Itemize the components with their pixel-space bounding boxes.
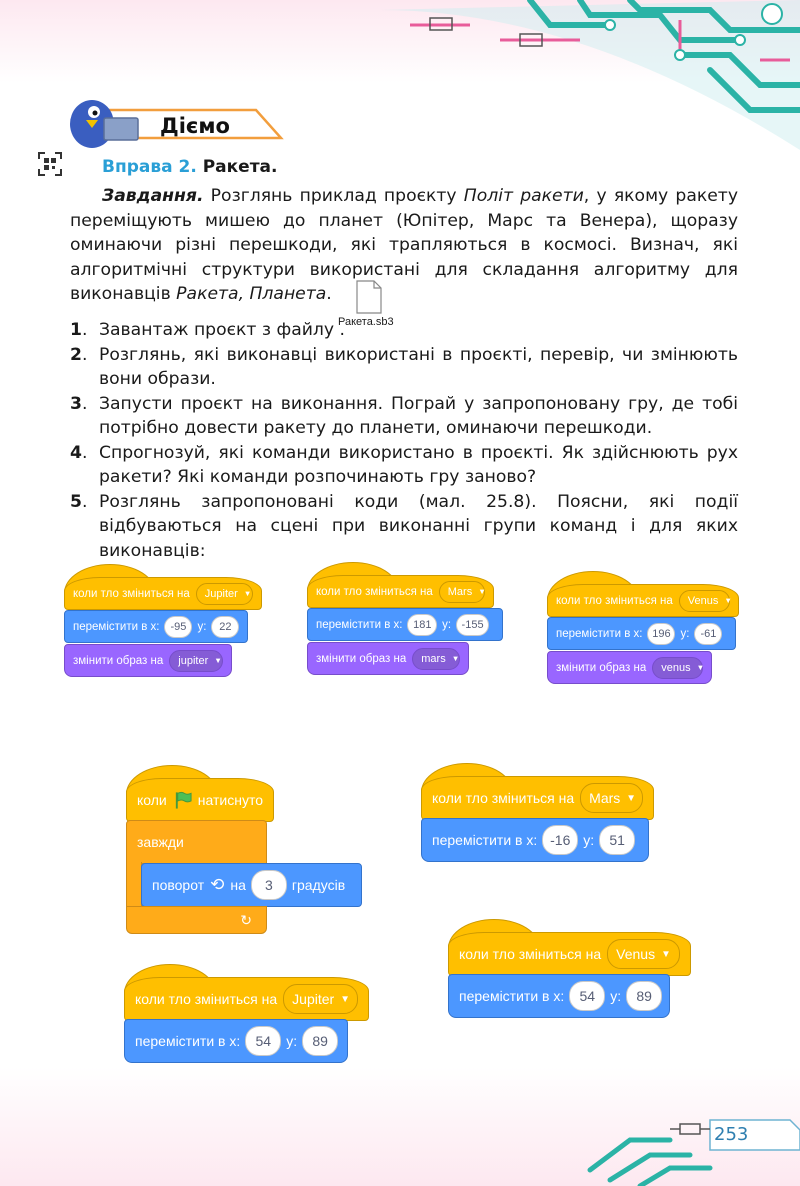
goto-xy-block[interactable]	[64, 610, 248, 643]
block-label: натиснуто	[197, 792, 263, 808]
dropdown-caret-icon: ▼	[340, 993, 350, 1005]
goto-xy-block[interactable]	[124, 1019, 348, 1063]
costume-dropdown[interactable]: jupiter ▼	[169, 650, 223, 672]
step-number: 2.	[70, 344, 88, 365]
block-label: коли	[137, 792, 167, 808]
block-label: змінити образ на	[556, 661, 647, 674]
circuit-decoration-top	[380, 0, 800, 150]
block-label: перемістити в x:	[459, 988, 565, 1004]
block-label: градусів	[291, 877, 346, 893]
switch-costume-block[interactable]	[64, 644, 232, 677]
forever-block[interactable]	[126, 820, 267, 864]
dropdown-caret-icon: ▼	[478, 587, 486, 596]
green-flag-icon	[173, 790, 192, 810]
goto-xy-block[interactable]	[421, 818, 649, 862]
task-text-3: .	[326, 284, 332, 304]
goto-xy-block[interactable]	[307, 608, 503, 641]
step-number: 1.	[70, 320, 88, 340]
task-text-2: , у якому ракету переміщують мишею до планет (Юпітер, Марс та Венера), щоразу оминаючи різні перешкоди, які трапляються в космосі. Визнач, які алгоритмічні структури використані для складання алгоритму для виконавців	[70, 186, 738, 304]
block-label: y:	[442, 618, 452, 631]
step-item	[70, 343, 738, 392]
step-text: Завантаж проєкт з файлу .	[99, 320, 345, 340]
backdrop-dropdown[interactable]: Mars ▼	[580, 783, 643, 813]
when-flag-clicked-block[interactable]	[126, 778, 274, 822]
backdrop-dropdown[interactable]: Mars ▼	[439, 581, 485, 603]
block-label: коли тло зміниться на	[316, 585, 433, 598]
step-text: Спрогнозуй, які команди використано в проєкті. Як здійснюють рух ракети? Які команди розпочинають гру заново?	[99, 442, 738, 487]
task-text-1: Розглянь приклад проєкту	[203, 186, 464, 206]
step-text: Запусти проєкт на виконання. Пограй у запропоновану гру, де тобі потрібно довести ракету до планети, оминаючи перешкоди.	[99, 393, 738, 438]
step-text: Розглянь, які виконавці використані в проєкті, перевір, чи змінюють вони образи.	[99, 344, 738, 389]
backdrop-dropdown[interactable]: Jupiter ▼	[196, 583, 253, 605]
step-number: 4.	[70, 442, 88, 463]
when-backdrop-switches-block[interactable]	[64, 577, 262, 610]
y-input[interactable]: 89	[302, 1026, 338, 1056]
step-item	[70, 490, 738, 564]
file-link[interactable]: Ракета.sb3	[338, 316, 394, 328]
block-label: перемістити в x:	[316, 618, 403, 631]
block-label: змінити образ на	[73, 654, 164, 667]
x-input[interactable]: 196	[647, 623, 675, 645]
x-input[interactable]: 181	[407, 614, 437, 636]
block-label: на	[230, 877, 246, 893]
x-input[interactable]: 54	[569, 981, 605, 1011]
turn-left-icon: ⟲	[210, 875, 225, 894]
task-lead: Завдання.	[102, 186, 204, 206]
x-input[interactable]: 54	[245, 1026, 281, 1056]
when-backdrop-switches-block[interactable]	[307, 575, 494, 608]
when-backdrop-switches-block[interactable]	[124, 977, 369, 1021]
block-label: коли тло зміниться на	[135, 991, 278, 1007]
block-label: коли тло зміниться на	[556, 594, 673, 607]
block-label: y:	[680, 627, 690, 640]
forever-block-bottom	[126, 906, 267, 934]
goto-xy-block[interactable]	[547, 617, 736, 650]
block-label: y:	[610, 988, 622, 1004]
y-input[interactable]: 89	[626, 981, 662, 1011]
y-input[interactable]: 51	[599, 825, 635, 855]
block-label: y:	[197, 620, 207, 633]
block-label: перемістити в x:	[556, 627, 643, 640]
turn-block[interactable]	[141, 863, 362, 907]
y-input[interactable]: -155	[456, 614, 489, 636]
dropdown-caret-icon: ▼	[214, 656, 222, 665]
block-label: коли тло зміниться на	[73, 587, 190, 600]
backdrop-dropdown[interactable]: Jupiter ▼	[283, 984, 358, 1014]
actors-name: Ракета, Планета	[176, 284, 327, 304]
step-number: 3.	[70, 393, 88, 414]
file-icon[interactable]	[356, 280, 382, 314]
exercise-number: Вправа 2.	[102, 157, 197, 177]
block-label: коли тло зміниться на	[432, 790, 575, 806]
when-backdrop-switches-block[interactable]	[448, 932, 691, 976]
block-label: перемістити в x:	[432, 832, 538, 848]
step-number: 5.	[70, 491, 88, 512]
step-item	[70, 392, 738, 441]
circuit-decoration-bottom	[570, 1100, 800, 1186]
step-item	[70, 441, 738, 490]
block-label: перемістити в x:	[135, 1033, 241, 1049]
when-backdrop-switches-block[interactable]	[547, 584, 739, 617]
block-label: змінити образ на	[316, 652, 407, 665]
dropdown-caret-icon: ▼	[243, 589, 252, 598]
dropdown-caret-icon: ▼	[724, 596, 732, 605]
x-input[interactable]: -95	[164, 616, 192, 638]
block-label: перемістити в x:	[73, 620, 160, 633]
steps-list	[70, 318, 738, 563]
exercise-title	[102, 157, 278, 177]
goto-xy-block[interactable]	[448, 974, 670, 1018]
costume-dropdown[interactable]: venus ▼	[652, 657, 703, 679]
dropdown-caret-icon: ▼	[451, 654, 460, 663]
block-label: поворот	[152, 877, 205, 893]
step-text: Розглянь запропоновані коди (мал. 25.8). Поясни, які події відбуваються на сцені при виконанні групи команд і для яких виконавців:	[99, 491, 738, 561]
switch-costume-block[interactable]	[547, 651, 712, 684]
dropdown-caret-icon: ▼	[696, 663, 705, 672]
backdrop-dropdown[interactable]: Venus ▼	[607, 939, 680, 969]
task-paragraph	[70, 184, 738, 307]
exercise-name: Ракета.	[202, 157, 278, 177]
backdrop-dropdown[interactable]: Venus ▼	[679, 590, 730, 612]
qr-code-icon[interactable]	[38, 152, 62, 176]
switch-costume-block[interactable]	[307, 642, 469, 675]
block-label: завжди	[137, 834, 184, 850]
degrees-input[interactable]: 3	[251, 870, 287, 900]
x-input[interactable]: -16	[542, 825, 578, 855]
y-input[interactable]: 22	[211, 616, 239, 638]
costume-dropdown[interactable]: mars ▼	[412, 648, 460, 670]
loop-arrow-icon: ↻	[240, 911, 252, 928]
forever-block-arm	[126, 862, 142, 908]
page-number: 253	[714, 1124, 749, 1145]
when-backdrop-switches-block[interactable]	[421, 776, 654, 820]
block-label: коли тло зміниться на	[459, 946, 602, 962]
block-label: y:	[583, 832, 595, 848]
y-input[interactable]: -61	[694, 623, 722, 645]
dropdown-caret-icon: ▼	[661, 948, 671, 960]
project-name: Політ ракети	[463, 186, 584, 206]
dropdown-caret-icon: ▼	[626, 792, 636, 804]
block-label: y:	[286, 1033, 298, 1049]
section-title: Діємо	[160, 114, 230, 138]
step-item	[70, 318, 738, 343]
